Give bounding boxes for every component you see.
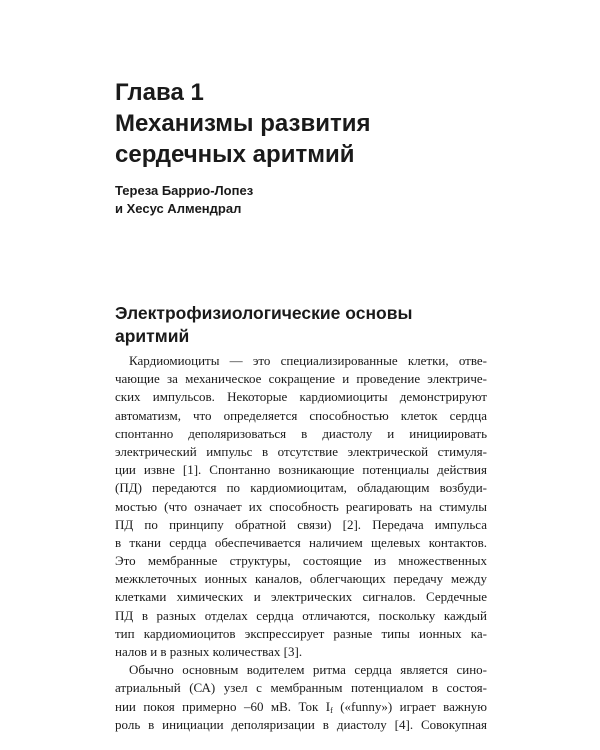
text-line: клетками химических и электрических сигналов. Сердечные [115, 589, 487, 605]
text-line: ПД в разных отделах сердца отличаются, поскольку каждый [115, 607, 487, 623]
chapter-header [115, 78, 515, 170]
text-line: Это мембранные структуры, состоящие из множественных [115, 553, 487, 569]
body-text [115, 352, 487, 734]
text-line: Кардиомиоциты — это специализированные клетки, отве- [129, 353, 487, 368]
text-line: тип кардиомиоцитов экспрессирует разные типы ионных ка- [115, 625, 487, 641]
chapter-authors [115, 182, 253, 218]
section-heading-line: Электрофизиологические основы [115, 303, 413, 323]
text-line: ции извне [1]. Спонтанно возникающие потенциалы действия [115, 462, 487, 478]
author-line: Тереза Баррио-Лопез [115, 183, 254, 198]
section-heading [115, 302, 515, 348]
chapter-title-line: сердечных аритмий [115, 141, 355, 168]
text-segment: нии покоя примерно –60 мВ. Ток I [115, 698, 331, 714]
chapter-label: Глава 1 [115, 79, 204, 106]
chapter-title [115, 108, 515, 170]
chapter-title-line: Механизмы развития [115, 110, 371, 137]
text-line: роль в инициации деполяризации в диастолу [4]. Совокупная [115, 716, 487, 732]
text-line: мостью (что означает их способность реагировать на стимулы [115, 498, 487, 514]
text-line: чающие за механическое сокращение и проведение электриче- [115, 371, 487, 387]
text-line: атриальный (СА) узел с мембранным потенциалом в состоя- [115, 680, 487, 696]
text-line [115, 698, 487, 716]
subscript: f [330, 705, 333, 715]
text-line: (ПД) передаются по кардиомиоцитам, обладающим возбуди- [115, 480, 487, 496]
text-line: в ткани сердца обеспечивается наличием щелевых контактов. [115, 534, 487, 550]
text-line: спонтанно деполяризоваться в диастолу и инициировать [115, 425, 487, 441]
text-line: ских импульсов. Некоторые кардиомиоциты демонстрируют [115, 389, 487, 405]
text-line: налов и в разных количествах [3]. [115, 644, 303, 659]
text-line: межклеточных ионных каналов, облегчающих передачу между [115, 571, 487, 587]
section-heading-line: аритмий [115, 326, 190, 346]
text-line: электрический импульс в отсутствие электрической стимуля- [115, 443, 487, 459]
text-segment: («funny») играет важную [332, 698, 487, 714]
author-line: и Хесус Алмендрал [115, 201, 242, 216]
text-line: автоматизм, что определяется способностью клеток сердца [115, 407, 487, 423]
text-line: Обычно основным водителем ритма сердца является сино- [129, 662, 487, 678]
text-line: ПД по принципу обратной связи) [2]. Передача импульса [115, 516, 487, 532]
